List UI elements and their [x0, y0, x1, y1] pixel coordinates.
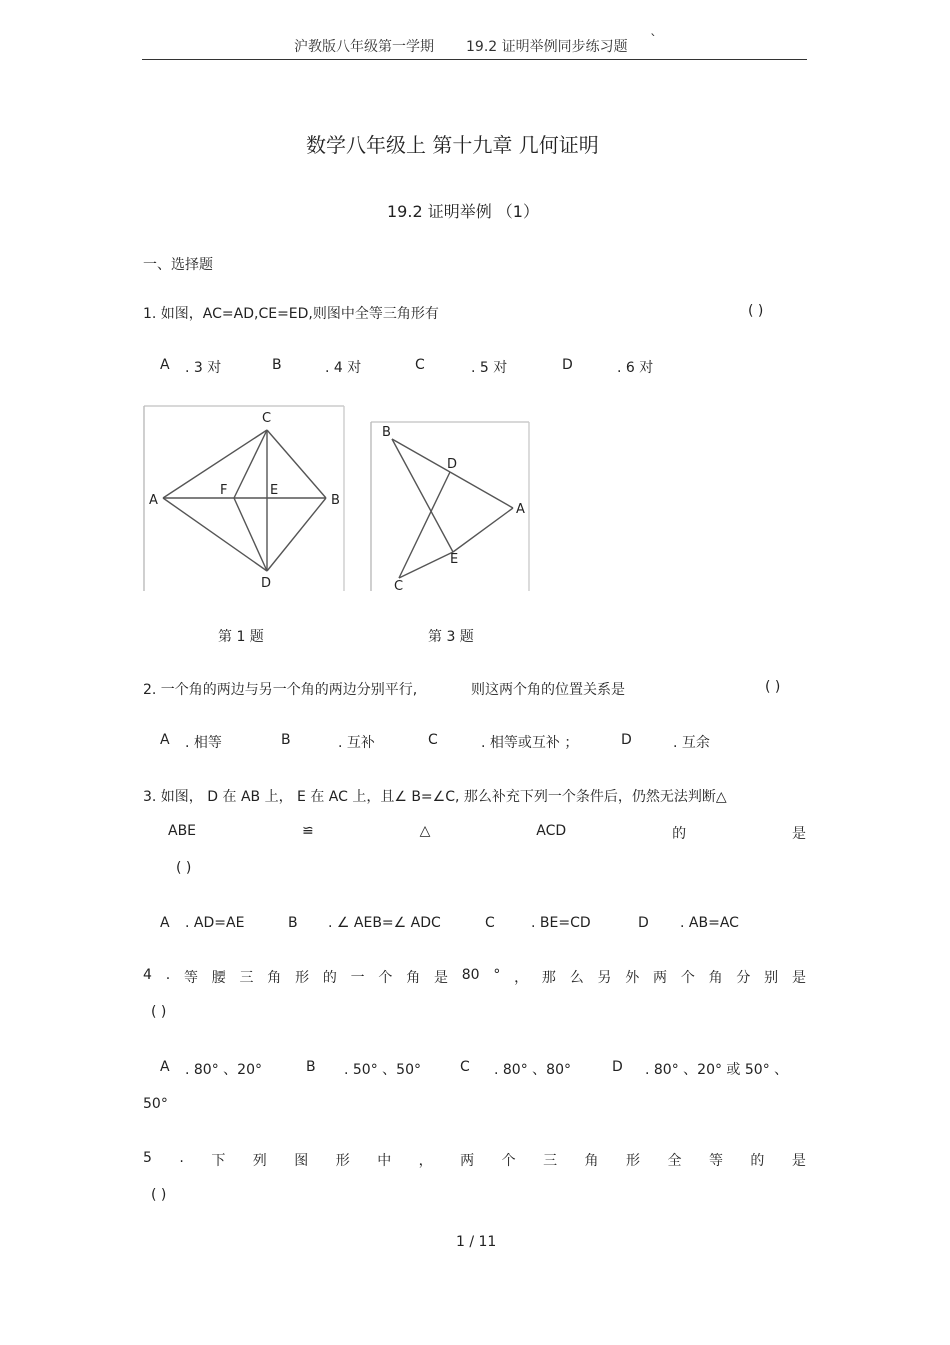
q4-opt-d-text: . 80° 、20° 或 50° 、	[645, 1062, 789, 1078]
q4-opt-b-letter: B	[306, 1059, 316, 1075]
q2-opt-c-text: . 相等或互补 ；	[481, 735, 579, 751]
q1-opt-b-letter: B	[272, 357, 282, 373]
q2-opt-d-text: . 互余	[673, 735, 710, 751]
q1-opt-c-letter: C	[415, 357, 425, 373]
q1-opt-d-letter: D	[562, 357, 573, 373]
q2-opt-a-text: . 相等	[185, 735, 222, 751]
q5-word: 形	[626, 1153, 640, 1169]
q5-stem	[143, 1150, 806, 1170]
q5-word: 两	[460, 1153, 475, 1169]
q3-opt-a-letter: A	[160, 915, 170, 931]
q4-word: 角	[406, 970, 421, 986]
q1-opt-d-text: . 6 对	[617, 360, 654, 376]
q4-opt-a-letter: A	[160, 1059, 170, 1075]
q4-word: 么	[569, 970, 584, 986]
q5-word: 角	[584, 1153, 599, 1169]
fig1-label-d: D	[261, 576, 272, 591]
q2-stem-part1: 2. 一个角的两边与另一个角的两边分别平行,	[143, 682, 418, 698]
q5-word: 三	[543, 1153, 558, 1169]
fig1-label-b: B	[331, 493, 340, 508]
q1-opt-a-letter: A	[160, 357, 170, 373]
edge-cd	[399, 472, 450, 578]
q4-word: ，	[514, 970, 529, 986]
q4-word: 个	[378, 970, 393, 986]
fig1-label-f: F	[220, 483, 228, 498]
q2-opt-d-letter: D	[621, 732, 632, 748]
q5-word: 个	[501, 1153, 516, 1169]
q4-word: 三	[239, 970, 254, 986]
header-mark: `	[650, 33, 657, 49]
edge-da	[450, 472, 513, 508]
q4-opt-a-text: . 80° 、20°	[185, 1062, 262, 1078]
q4-word: 分	[736, 970, 751, 986]
q5-word: 中	[377, 1153, 392, 1169]
q3-stem: 3. 如图， D 在 AB 上， E 在 AC 上，且∠ B=∠C, 那么补充下列一个条件后，仍然无法判断△	[143, 789, 727, 805]
q1-stem: 1. 如图，AC=AD,CE=ED,则图中全等三角形有	[143, 306, 439, 322]
q4-word: 的	[322, 970, 337, 986]
q3-opt-b-letter: B	[288, 915, 298, 931]
q4-word: 是	[791, 970, 806, 986]
q3-word: 是	[791, 826, 806, 842]
q3-opt-b-text: . ∠ AEB=∠ ADC	[328, 915, 441, 931]
page-number: 1 / 11	[456, 1234, 497, 1250]
q4-word: 另	[597, 970, 612, 986]
fig1-label-a: A	[149, 493, 158, 508]
fig3-label-a: A	[516, 502, 525, 517]
q3-word: ≌	[301, 823, 314, 839]
q1-bracket: ( )	[748, 303, 764, 319]
q2-opt-b-text: . 互补	[338, 735, 375, 751]
q3-opt-c-letter: C	[485, 915, 495, 931]
fig3-label-b: B	[382, 425, 391, 440]
q5-word: 5	[143, 1150, 152, 1166]
q4-opt-c-letter: C	[460, 1059, 470, 1075]
q4-word: 角	[708, 970, 723, 986]
q4-word: .	[165, 967, 171, 983]
q4-word: 一	[350, 970, 365, 986]
q3-word: 的	[672, 826, 687, 842]
edge-ac	[163, 430, 267, 498]
q4-opt-c-text: . 80° 、80°	[494, 1062, 571, 1078]
q4-word: 两	[653, 970, 668, 986]
q5-word: 是	[791, 1153, 806, 1169]
q4-opt-d-letter: D	[612, 1059, 623, 1075]
fig1-label-e: E	[270, 483, 279, 498]
q5-bracket: ( )	[151, 1187, 167, 1203]
q2-bracket: ( )	[765, 679, 781, 695]
q4-word: °	[493, 967, 501, 983]
q4-word: 是	[433, 970, 448, 986]
header-rule	[142, 59, 807, 60]
q2-opt-b-letter: B	[281, 732, 291, 748]
figure-1-caption: 第 1 题	[218, 629, 264, 645]
edge-ae	[453, 508, 513, 552]
edge-ec	[399, 552, 453, 578]
fig3-label-c: C	[394, 579, 404, 594]
q5-word: 列	[252, 1153, 267, 1169]
q3-opt-a-text: . AD=AE	[185, 915, 245, 931]
fig1-label-c: C	[262, 411, 272, 426]
q4-stem	[143, 967, 806, 987]
figure-3-caption: 第 3 题	[428, 629, 474, 645]
q1-opt-b-text: . 4 对	[325, 360, 362, 376]
q5-word: 图	[294, 1153, 309, 1169]
q3-opt-d-text: . AB=AC	[680, 915, 739, 931]
q4-word: 别	[764, 970, 779, 986]
q4-word: 等	[183, 970, 198, 986]
q5-word: 下	[211, 1153, 226, 1169]
page-title: 数学八年级上 第十九章 几何证明	[306, 133, 599, 157]
fig3-label-d: D	[447, 457, 458, 472]
q3-stem-line2	[168, 823, 806, 843]
q3-opt-d-letter: D	[638, 915, 649, 931]
q4-word: 80	[461, 967, 480, 983]
section-heading: 一、选择题	[143, 257, 213, 273]
q5-word: 的	[750, 1153, 765, 1169]
q3-bracket: ( )	[176, 860, 192, 876]
q4-word: 个	[680, 970, 695, 986]
q4-opt-d-continued: 50°	[143, 1096, 168, 1112]
q4-word: 角	[267, 970, 282, 986]
q3-word: ACD	[536, 823, 567, 839]
q4-opt-b-text: . 50° 、50°	[344, 1062, 421, 1078]
q1-opt-c-text: . 5 对	[471, 360, 508, 376]
header-right: 19.2 证明举例同步练习题	[466, 39, 628, 55]
q4-word: 形	[295, 970, 310, 986]
q4-word: 腰	[211, 970, 226, 986]
q2-opt-c-letter: C	[428, 732, 438, 748]
q5-word: .	[179, 1150, 184, 1166]
q3-word: △	[419, 823, 431, 839]
q4-bracket: ( )	[151, 1004, 167, 1020]
q5-word: 全	[667, 1153, 682, 1169]
q5-word: 形	[335, 1153, 350, 1169]
q2-stem-part2: 则这两个角的位置关系是	[471, 682, 625, 698]
figure-3-diagram	[366, 418, 534, 596]
q3-word: ABE	[168, 823, 197, 839]
q4-word: 那	[541, 970, 556, 986]
fig3-label-e: E	[450, 552, 459, 567]
q5-word: 等	[708, 1153, 723, 1169]
q4-word: 4	[143, 967, 152, 983]
q2-opt-a-letter: A	[160, 732, 170, 748]
q5-word: ，	[418, 1153, 433, 1169]
q3-opt-c-text: . BE=CD	[531, 915, 591, 931]
section-subtitle: 19.2 证明举例 （1）	[387, 202, 539, 221]
q1-opt-a-text: . 3 对	[185, 360, 222, 376]
edge-da	[163, 498, 267, 571]
q4-word: 外	[625, 970, 640, 986]
figure-1-diagram	[140, 403, 350, 595]
header-left: 沪教版八年级第一学期	[294, 39, 434, 55]
edge-bd	[267, 498, 326, 571]
